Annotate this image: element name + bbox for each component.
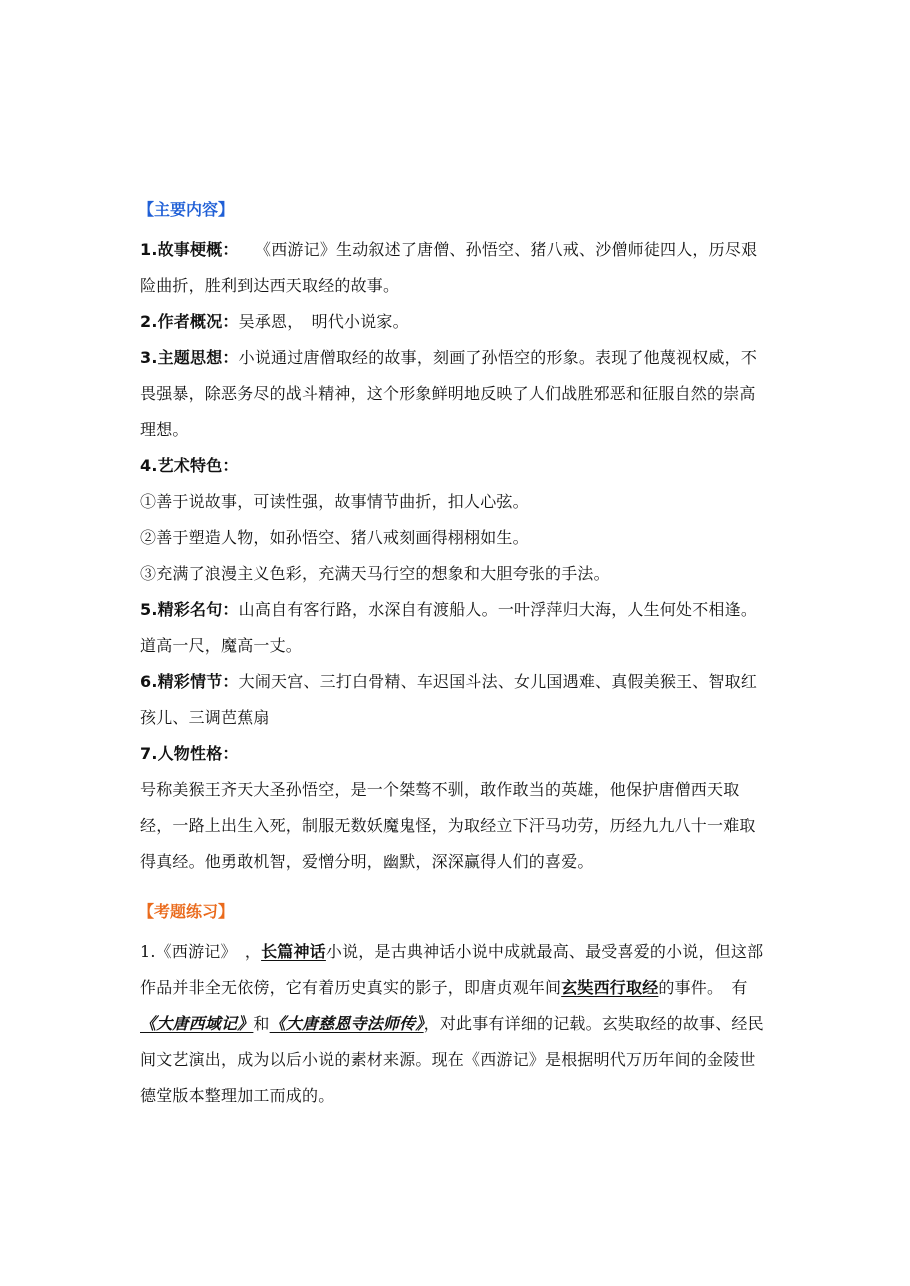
item-label: 7.人物性格： xyxy=(140,744,239,763)
item-text: 吴承恩， 明代小说家。 xyxy=(238,312,409,331)
item-label: 2.作者概况： xyxy=(140,312,239,331)
question-1 xyxy=(140,934,765,1114)
answer-blank: 长篇神话 xyxy=(261,942,326,961)
item-story-summary xyxy=(140,232,765,304)
item-text: 小说通过唐僧取经的故事，刻画了孙悟空的形象。表现了他蔑视权威，不畏强暴，除恶务尽的战斗精神，这个形象鲜明地反映了人们战胜邪恶和征服自然的崇高理想。 xyxy=(140,348,758,439)
question-text: ，对此事有详细的记载。玄奘取经的故事、经民间文艺演出，成为以后小说的素材来源。现在《西游记》是根据明代万历年间的金陵世德堂版本整理加工而成的。 xyxy=(140,1014,764,1105)
item-art-features xyxy=(140,448,765,484)
item-label: 5.精彩名句： xyxy=(140,600,239,619)
question-text: 和 xyxy=(253,1014,270,1033)
item-theme xyxy=(140,340,765,448)
answer-blank: 《大唐西域记》 xyxy=(140,1014,254,1033)
question-text: 小说，是古典神话小说中成就最高、最受喜爱的小说，但这部作品并非全无依傍，它有着历史真实的影子，即唐贞观年间 xyxy=(140,942,764,997)
question-text: 的事件。 有 xyxy=(658,978,764,997)
document-page xyxy=(140,196,765,1114)
art-point: ②善于塑造人物，如孙悟空、猪八戒刻画得栩栩如生。 xyxy=(140,528,529,547)
section-title-exercises: 【考题练习】 xyxy=(138,902,235,921)
item-label: 4.艺术特色： xyxy=(140,456,239,475)
section-title-main-content: 【主要内容】 xyxy=(138,200,235,219)
art-point: ①善于说故事，可读性强，故事情节曲折，扣人心弦。 xyxy=(140,492,529,511)
item-text: 山高自有客行路，水深自有渡船人。一叶浮萍归大海，人生何处不相逢。道高一尺，魔高一丈。 xyxy=(140,600,758,655)
item-label: 6.精彩情节： xyxy=(140,672,239,691)
question-prefix: 1.《西游记》 ， xyxy=(140,942,262,961)
item-famous-quotes xyxy=(140,592,765,664)
item-label: 1.故事梗概： xyxy=(140,240,231,259)
item-label: 3.主题思想： xyxy=(140,348,239,367)
item-text: 《西游记》生动叙述了唐僧、孙悟空、猪八戒、沙僧师徒四人，历尽艰险曲折，胜利到达西天取经的故事。 xyxy=(140,240,758,295)
item-characters xyxy=(140,736,765,772)
answer-blank: 玄奘西行取经 xyxy=(561,978,659,997)
item-plot-highlights xyxy=(140,664,765,736)
item-author xyxy=(140,304,765,340)
art-point: ③充满了浪漫主义色彩，充满天马行空的想象和大胆夸张的手法。 xyxy=(140,564,610,583)
item-text: 大闹天宫、三打白骨精、车迟国斗法、女儿国遇难、真假美猴王、智取红孩儿、三调芭蕉扇 xyxy=(140,672,758,727)
answer-blank: 《大唐慈恩寺法师传》 xyxy=(269,1014,424,1033)
character-description: 号称美猴王齐天大圣孙悟空，是一个桀骜不驯，敢作敢当的英雄，他保护唐僧西天取经，一路上出生入死，制服无数妖魔鬼怪，为取经立下汗马功劳，历经九九八十一难取得真经。他勇敢机智，爱憎分明，幽默，深深赢得人们的喜爱。 xyxy=(140,780,756,871)
